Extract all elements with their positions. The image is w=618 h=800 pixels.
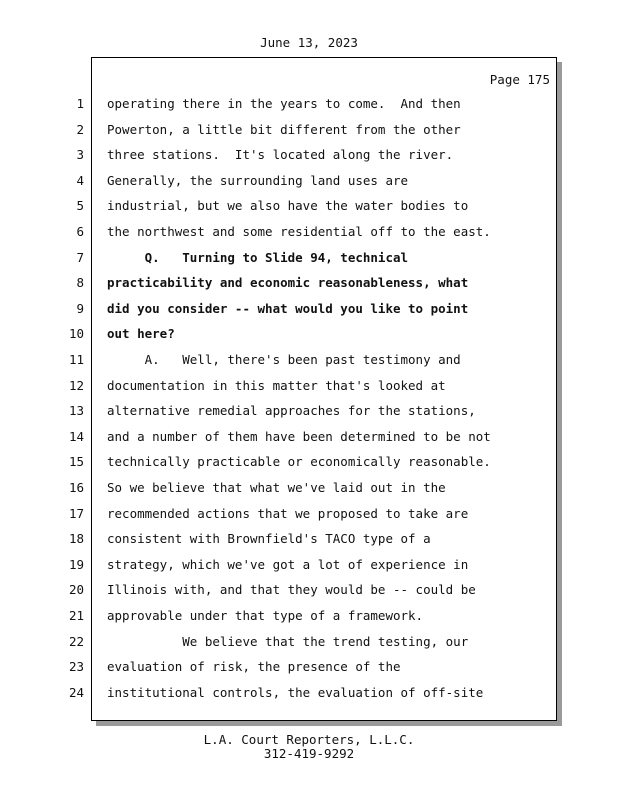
line-number: 7 [76,250,84,265]
line-number: 13 [68,403,84,418]
line-number: 14 [68,429,84,444]
line-text: Illinois with, and that they would be -- could be [107,582,476,597]
line-text: Generally, the surrounding land uses are [107,173,409,188]
footer-company: L.A. Court Reporters, L.L.C. [203,732,415,747]
line-text: consistent with Brownfield's TACO type of a [107,531,431,546]
line-number: 4 [76,173,84,188]
line-text: the northwest and some residential off to the east. [107,224,491,239]
line-text: Powerton, a little bit different from the other [107,122,461,137]
line-text: operating there in the years to come. And then [107,96,461,111]
line-number: 1 [76,96,84,111]
line-text: approvable under that type of a framework. [107,608,424,623]
line-number: 15 [68,454,84,469]
line-text: documentation in this matter that's looked at [107,378,446,393]
line-number: 16 [68,480,84,495]
line-text: did you consider -- what would you like to point [107,301,469,316]
footer-phone: 312-419-9292 [263,746,355,761]
line-number: 11 [68,352,84,367]
line-text: institutional controls, the evaluation of off-site [107,685,484,700]
line-text: We believe that the trend testing, our [107,634,469,649]
line-number: 3 [76,147,84,162]
line-number: 5 [76,198,84,213]
line-number: 23 [68,659,84,674]
line-number: 8 [76,275,84,290]
line-text: out here? [107,326,175,341]
line-number: 19 [68,557,84,572]
line-text: three stations. It's located along the river. [107,147,454,162]
line-number: 18 [68,531,84,546]
line-text: industrial, but we also have the water bodies to [107,198,469,213]
page-number: Page 175 [489,72,550,87]
line-text: and a number of them have been determined to be not [107,429,491,444]
line-number: 24 [68,685,84,700]
line-number: 9 [76,301,84,316]
line-number: 22 [68,634,84,649]
line-number: 21 [68,608,84,623]
header-date: June 13, 2023 [260,35,358,50]
line-number: 6 [76,224,84,239]
line-number: 20 [68,582,84,597]
line-text: Q. Turning to Slide 94, technical [107,250,409,265]
line-number: 2 [76,122,84,137]
line-text: strategy, which we've got a lot of experience in [107,557,469,572]
line-text: recommended actions that we proposed to take are [107,506,469,521]
line-number: 10 [68,326,84,341]
line-number: 12 [68,378,84,393]
line-text: technically practicable or economically reasonable. [107,454,491,469]
line-text: So we believe that what we've laid out in the [107,480,446,495]
line-text: A. Well, there's been past testimony and [107,352,461,367]
line-text: evaluation of risk, the presence of the [107,659,401,674]
line-text: practicability and economic reasonableness, what [107,275,469,290]
line-number: 17 [68,506,84,521]
line-text: alternative remedial approaches for the stations, [107,403,476,418]
